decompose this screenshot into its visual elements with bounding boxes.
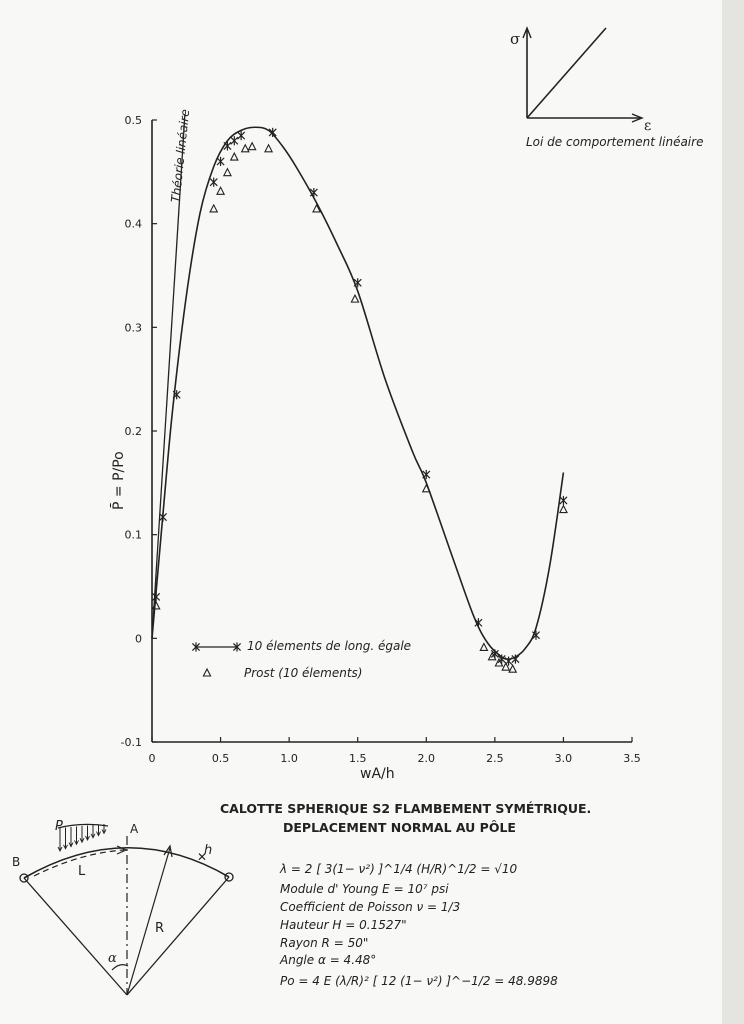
y-tick-label: -0.1 (120, 736, 142, 749)
inset-sigma-label: σ (510, 30, 521, 48)
star-marker (159, 512, 166, 521)
triangle-marker (210, 205, 217, 212)
figure-title-line2: DEPLACEMENT NORMAL AU PÔLE (283, 820, 516, 835)
radial-line-right (127, 877, 229, 995)
param-lambda: λ = 2 [ 3(1− ν²) ]^1/4 (H/R)^1/2 = √10 (280, 862, 518, 876)
param-radius: Rayon R = 50" (280, 936, 369, 950)
y-tick-label: 0.4 (124, 217, 142, 231)
inset-epsilon-label: ε (644, 118, 652, 134)
triangle-marker (224, 169, 231, 176)
x-tick-label: 2.0 (417, 752, 436, 765)
x-tick-label: 3.0 (554, 752, 573, 765)
y-tick-label: 0.2 (124, 425, 142, 438)
legend-triangle (203, 669, 210, 676)
y-tick-label: 0.5 (124, 114, 142, 127)
y-tick-label: 0.1 (124, 528, 142, 542)
legend-label-star: 10 élements de long. égale (247, 639, 412, 653)
response-curve (152, 127, 563, 659)
triangle-marker (560, 506, 567, 513)
param-height: Hauteur H = 0.1527" (280, 918, 407, 932)
triangle-marker (265, 145, 272, 152)
x-tick-label: 2.5 (486, 752, 504, 765)
triangle-marker (509, 665, 516, 672)
legend-star-symbol (192, 642, 240, 651)
triangle-marker (351, 295, 358, 302)
cap-diagram (12, 819, 233, 995)
triangle-marker (231, 153, 238, 160)
label-alpha: α (108, 951, 117, 966)
label-B: B (12, 855, 21, 869)
radial-line-left (24, 878, 127, 995)
star-marker (153, 592, 160, 601)
label-A: A (130, 822, 139, 836)
star-marker (210, 178, 217, 187)
load-arrows (58, 824, 108, 851)
parameter-list (279, 862, 558, 988)
data-markers (153, 128, 568, 672)
y-tick-label: 0 (135, 632, 142, 646)
y-axis-label: P̄ = P/Po (111, 451, 127, 510)
param-po: Po = 4 E (λ/R)² [ 12 (1− ν²) ]^−1/2 = 48.9898 (280, 974, 558, 988)
y-tick-label: 0.3 (124, 321, 142, 335)
param-angle: Angle α = 4.48° (280, 953, 377, 967)
plot-area (109, 109, 640, 782)
inset-diagram (510, 28, 703, 149)
x-tick-label: 0.5 (211, 752, 230, 765)
x-tick-label: 0 (148, 752, 156, 765)
star-marker (560, 496, 567, 505)
legend-label-triangle: Prost (10 élements) (244, 666, 363, 680)
label-R: R (155, 921, 165, 936)
label-L: L (78, 864, 86, 879)
star-marker (238, 131, 245, 140)
label-h: h (204, 843, 213, 858)
figure-title-line1: CALOTTE SPHERIQUE S2 FLAMBEMENT SYMÉTRIQUE. (220, 801, 592, 816)
star-marker (231, 136, 238, 145)
param-poisson: Coefficient de Poisson ν = 1/3 (280, 900, 461, 914)
triangle-marker (217, 187, 224, 194)
linear-theory-label: Théorie linéaire (168, 108, 193, 204)
param-young-modulus: Module d' Young E = 10⁷ psi (280, 882, 449, 896)
load-line (58, 824, 108, 828)
star-marker (217, 157, 224, 166)
triangle-marker (249, 143, 256, 150)
x-tick-label: 3.5 (623, 752, 641, 765)
label-P: P (55, 819, 63, 834)
h-mark: ✕ (197, 850, 208, 864)
inset-caption: Loi de comportement linéaire (526, 135, 704, 149)
inset-linear-line (527, 28, 606, 118)
star-marker (224, 141, 231, 150)
legend (192, 639, 411, 680)
triangle-marker (480, 643, 487, 650)
x-axis-label: wA/h (360, 766, 395, 782)
legend-triangle-symbol (203, 669, 210, 676)
x-tick-label: 1.0 (280, 752, 298, 765)
x-tick-label: 1.5 (348, 752, 367, 765)
triangle-marker (242, 145, 249, 152)
